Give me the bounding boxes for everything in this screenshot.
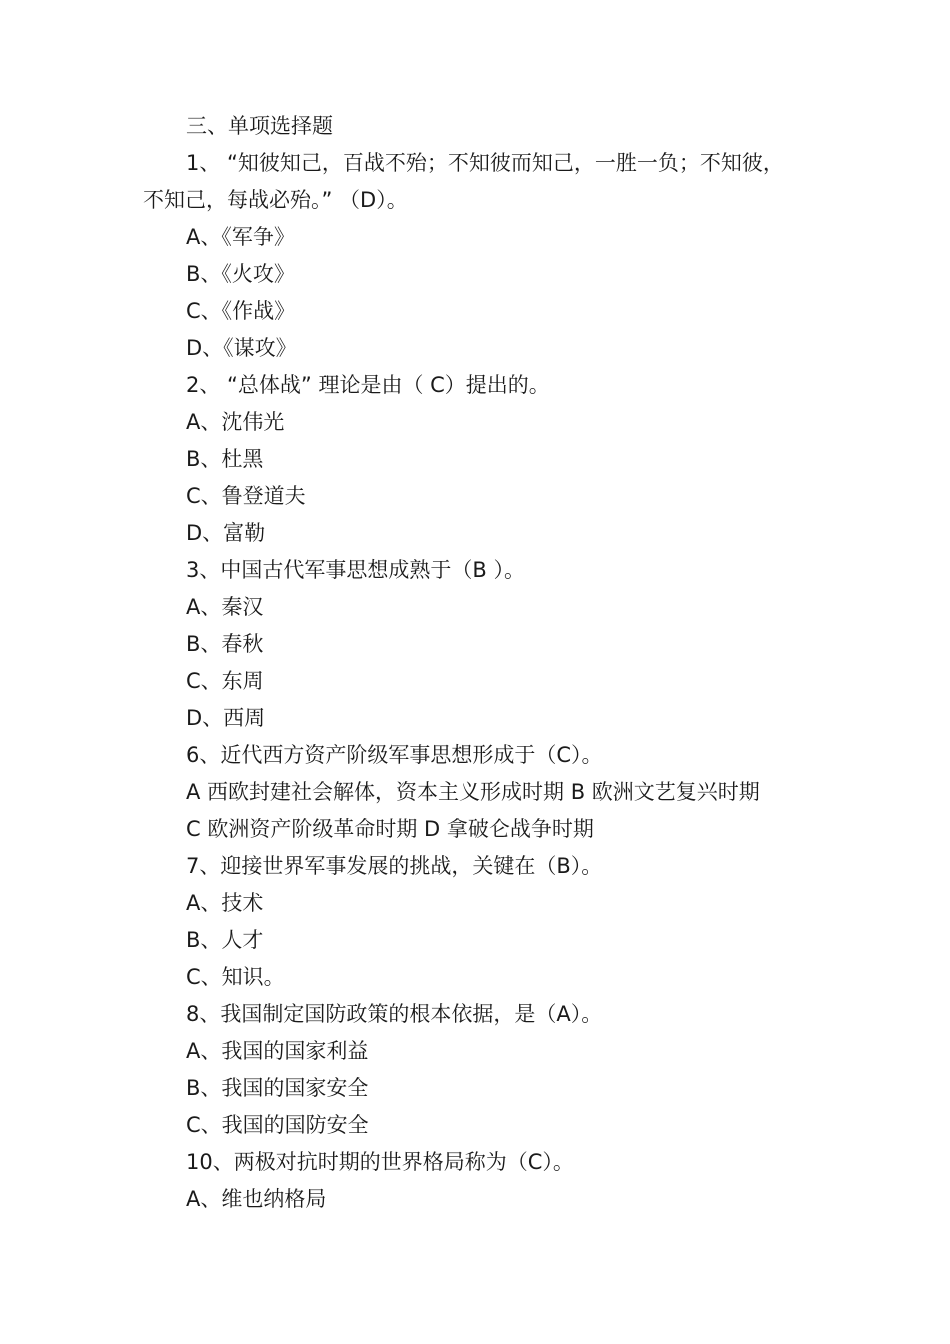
question-6-options-cd: C 欧洲资产阶级革命时期 D 拿破仑战争时期 — [186, 817, 594, 841]
question-3-option-a: A、秦汉 — [186, 595, 264, 619]
question-1-option-c: C、《作战》 — [186, 299, 296, 323]
section-heading: 三、单项选择题 — [186, 114, 333, 138]
question-1-option-a: A、《军争》 — [186, 225, 295, 249]
question-10-option-a: A、维也纳格局 — [186, 1187, 327, 1211]
question-1-text-continued: 不知己，每战必殆。” （D）。 — [143, 188, 408, 212]
question-7-option-a: A、技术 — [186, 891, 264, 915]
question-1-option-d: D、《谋攻》 — [186, 336, 297, 360]
question-7-option-b: B、人才 — [186, 928, 264, 952]
question-10-text: 10、两极对抗时期的世界格局称为（C）。 — [186, 1150, 574, 1174]
question-1-text: 1、 “知彼知己，百战不殆；不知彼而知己，一胜一负；不知彼， — [186, 151, 784, 175]
question-8-option-c: C、我国的国防安全 — [186, 1113, 369, 1137]
question-7-option-c: C、知识。 — [186, 965, 285, 989]
question-7-text: 7、迎接世界军事发展的挑战，关键在（B）。 — [186, 854, 603, 878]
question-3-text: 3、中国古代军事思想成熟于（B ）。 — [186, 558, 525, 582]
question-3-option-d: D、西周 — [186, 706, 266, 730]
question-2-option-d: D、富勒 — [186, 521, 266, 545]
question-3-option-b: B、春秋 — [186, 632, 264, 656]
question-2-option-c: C、鲁登道夫 — [186, 484, 306, 508]
question-2-option-a: A、沈伟光 — [186, 410, 285, 434]
question-2-text: 2、 “总体战” 理论是由（ C）提出的。 — [186, 373, 550, 397]
question-6-options-ab: A 西欧封建社会解体，资本主义形成时期 B 欧洲文艺复兴时期 — [186, 780, 760, 804]
question-8-option-a: A、我国的国家利益 — [186, 1039, 369, 1063]
question-2-option-b: B、杜黑 — [186, 447, 264, 471]
question-3-option-c: C、东周 — [186, 669, 264, 693]
question-1-option-b: B、《火攻》 — [186, 262, 295, 286]
question-8-option-b: B、我国的国家安全 — [186, 1076, 369, 1100]
question-8-text: 8、我国制定国防政策的根本依据，是（A）。 — [186, 1002, 603, 1026]
question-6-text: 6、近代西方资产阶级军事思想形成于（C）。 — [186, 743, 603, 767]
